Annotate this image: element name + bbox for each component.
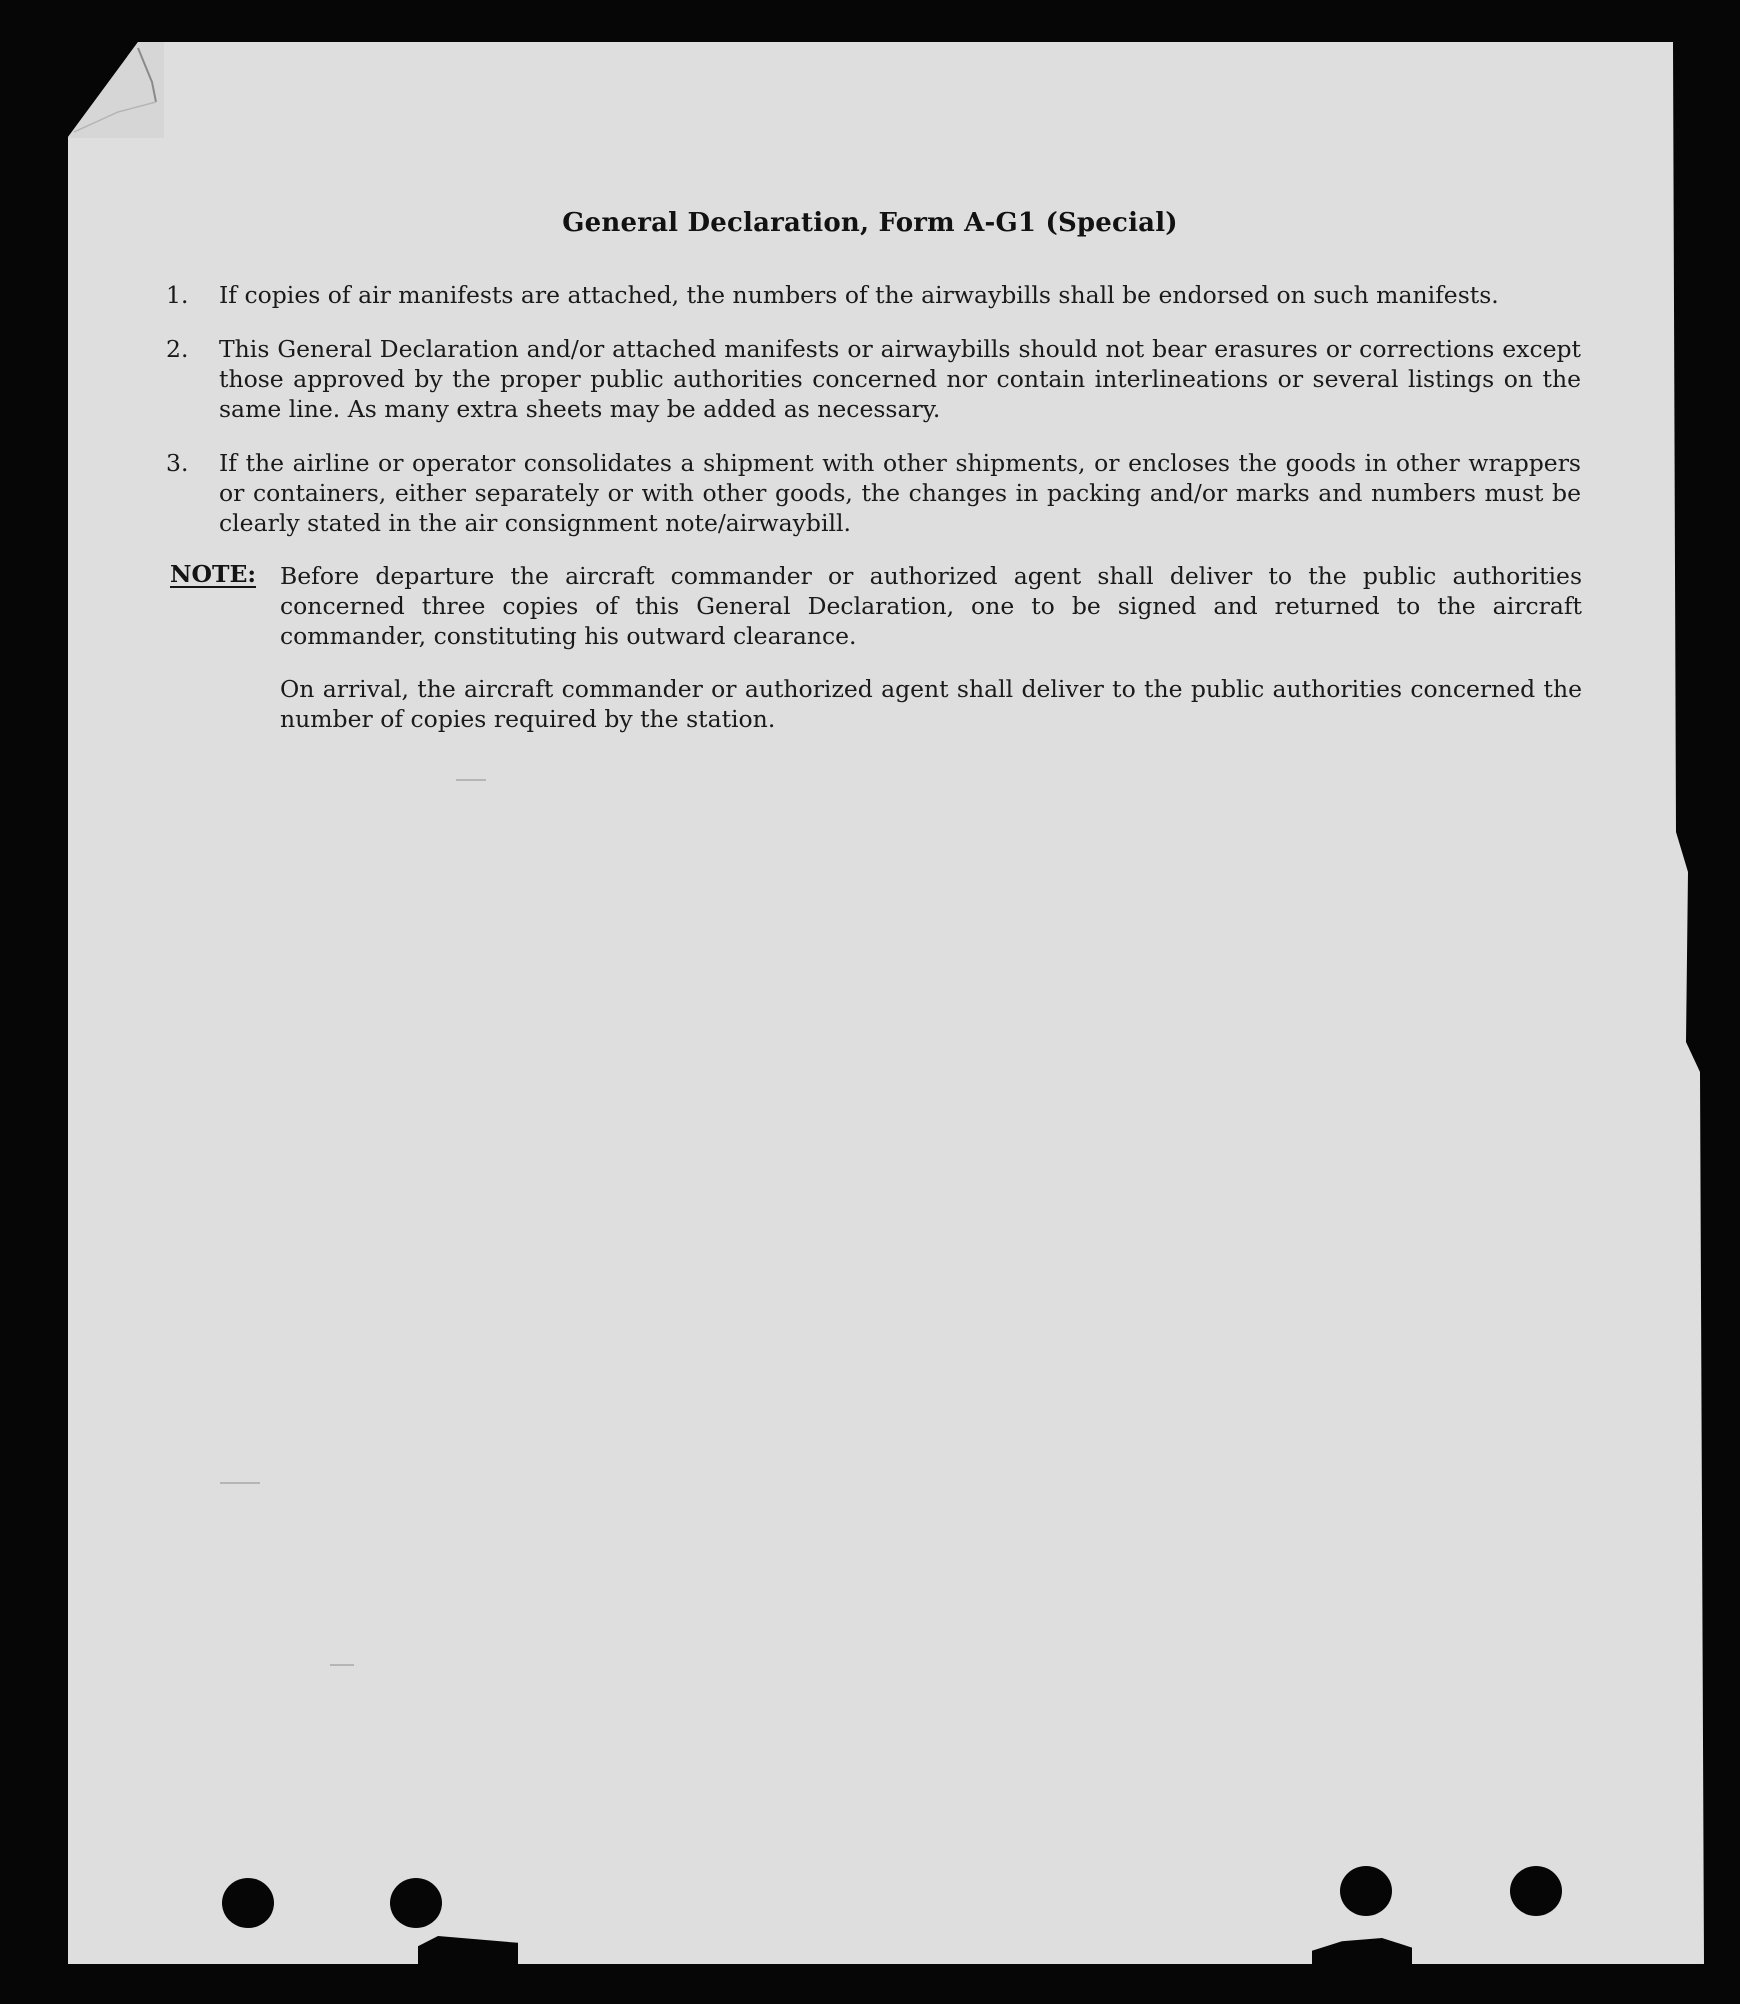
item-number: 3.	[166, 449, 189, 477]
page-title: General Declaration, Form A-G1 (Special)	[562, 208, 1178, 238]
document-page	[68, 42, 1704, 1964]
punch-hole	[222, 1878, 274, 1928]
note-paragraph: Before departure the aircraft commander or authorized agent shall deliver to the public authorities concerned three copies of this General Declaration, one to be signed and returned to the aircraft commander, constituting his outward clearance.	[280, 562, 1582, 650]
scan-mark	[220, 1482, 260, 1484]
note-label: NOTE:	[170, 560, 257, 588]
item-text: This General Declaration and/or attached manifests or airwaybills should not bear erasures or corrections except those approved by the proper public authorities concerned nor contain interlineations or several listings on the same line. As many extra sheets may be added as necessary.	[219, 335, 1581, 423]
scan-mark	[330, 1664, 354, 1666]
punch-hole	[1510, 1866, 1562, 1916]
folded-corner-icon	[68, 42, 164, 138]
item-number: 2.	[166, 335, 189, 363]
item-text: If copies of air manifests are attached, the numbers of the airwaybills shall be endorsed on such manifests.	[219, 281, 1499, 309]
scan-mark	[456, 779, 486, 781]
item-number: 1.	[166, 281, 189, 309]
punch-hole	[1340, 1866, 1392, 1916]
note-paragraph: On arrival, the aircraft commander or authorized agent shall deliver to the public authorities concerned the number of copies required by the station.	[280, 675, 1582, 733]
punch-hole	[390, 1878, 442, 1928]
item-text: If the airline or operator consolidates a shipment with other shipments, or encloses the goods in other wrappers or containers, either separately or with other goods, the changes in packing and/or marks and numbers must be clearly stated in the air consignment note/airwaybill.	[219, 449, 1581, 537]
